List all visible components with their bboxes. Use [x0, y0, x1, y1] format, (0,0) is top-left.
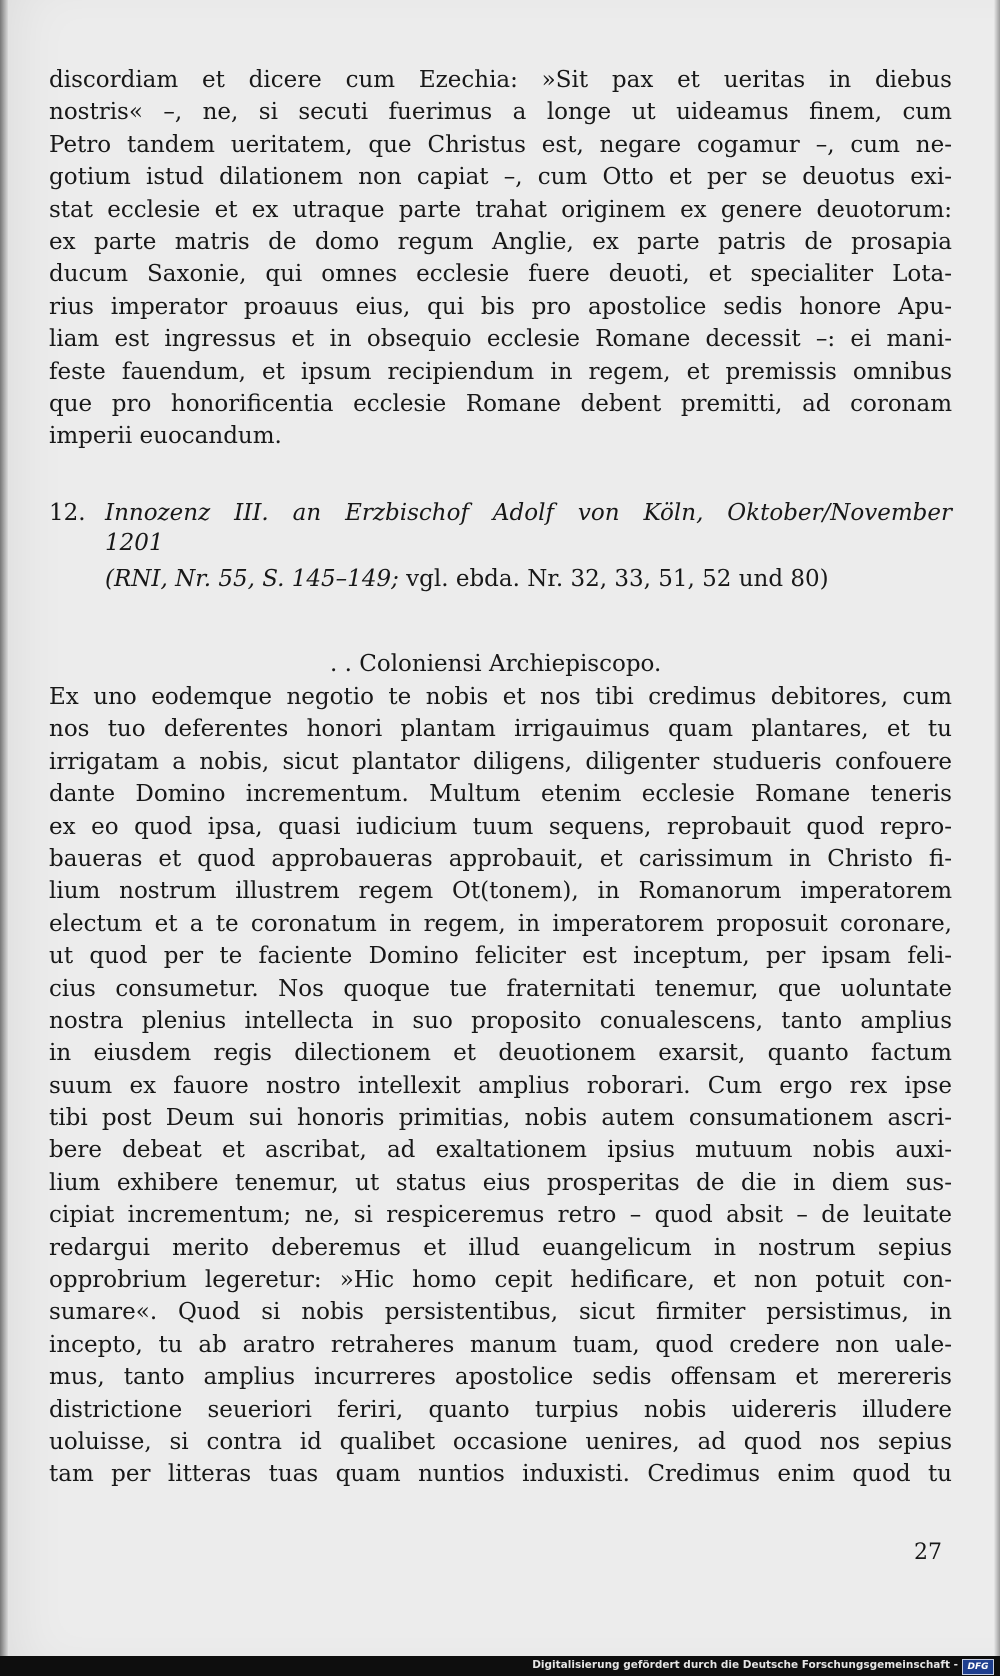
text-line: ducum Saxonie, qui omnes ecclesie fuere deuoti, et specialiter Lota-	[49, 261, 952, 288]
paragraph-continued	[49, 64, 952, 453]
text-line: nostra plenius intellecta in suo proposito conualescens, tanto amplius	[49, 1007, 952, 1034]
reference-see-also: vgl. ebda. Nr. 32, 33, 51, 52 und 80)	[398, 566, 829, 592]
document-title-line1: Innozenz III. an Erzbischof Adolf von Köln, Oktober/November	[105, 500, 952, 526]
text-line: tam per litteras tuas quam nuntios induxisti. Credimus enim quod tu	[49, 1461, 952, 1488]
text-line: electum et a te coronatum in regem, in imperatorem proposuit coronare,	[49, 910, 952, 937]
text-line: que pro honorificentia ecclesie Romane debent premitti, ad coronam	[49, 390, 952, 417]
text-line: cius consumetur. Nos quoque tue fraternitati tenemur, que uoluntate	[49, 975, 952, 1002]
text-line: lium exhibere tenemur, ut status eius prosperitas de die in diem sus-	[49, 1169, 952, 1196]
text-line: uoluisse, si contra id qualibet occasione uenires, ad quod nos sepius	[49, 1428, 952, 1455]
page-right-edge	[994, 0, 1000, 1656]
letter-addressee: . . Coloniensi Archiepiscopo.	[330, 651, 662, 677]
text-line: Ex uno eodemque negotio te nobis et nos tibi credimus debitores, cum	[49, 684, 952, 710]
text-line: sumare«. Quod si nobis persistentibus, sicut firmiter persistimus, in	[49, 1299, 952, 1326]
text-line: ex parte matris de domo regum Anglie, ex parte patris de prosapia	[49, 228, 952, 255]
text-line: lium nostrum illustrem regem Ot(tonem), in Romanorum imperatorem	[49, 878, 952, 905]
text-line: gotium istud dilationem non capiat –, cum Otto et per se deuotus exi-	[49, 164, 952, 191]
text-line: redargui merito deberemus et illud euangelicum in nostrum sepius	[49, 1234, 952, 1261]
document-title-line2: 1201	[105, 530, 164, 556]
letter-body	[49, 681, 952, 1491]
text-line: nostris« –, ne, si secuti fuerimus a longe ut uideamus finem, cum	[49, 99, 952, 126]
page-number: 27	[914, 1540, 942, 1565]
text-line: dante Domino incrementum. Multum etenim ecclesie Romane teneris	[49, 781, 952, 808]
text-line: opprobrium legeretur: »Hic homo cepit hedificare, et non potuit con-	[49, 1267, 952, 1294]
text-line: incepto, tu ab aratro retraheres manum tuam, quod credere non uale-	[49, 1331, 952, 1358]
reference-source: (RNI, Nr. 55, S. 145–149;	[105, 566, 399, 592]
document-reference	[105, 566, 829, 592]
text-line: stat ecclesie et ex utraque parte trahat originem ex genere deuotorum:	[49, 196, 952, 223]
text-line: tibi post Deum sui honoris primitias, nobis autem consumationem ascri-	[49, 1105, 952, 1132]
text-line: irrigatam a nobis, sicut plantator diligens, diligenter studueris confouere	[49, 748, 952, 775]
text-line: nos tuo deferentes honori plantam irrigauimus quam plantares, et tu	[49, 716, 952, 743]
text-line: districtione seueriori feriri, quanto turpius nobis uidereris illudere	[49, 1396, 952, 1423]
text-line: ex eo quod ipsa, quasi iudicium tuum sequens, reprobauit quod repro-	[49, 813, 952, 840]
text-line: ut quod per te faciente Domino feliciter est inceptum, per ipsam feli-	[49, 943, 952, 970]
text-line: mus, tanto amplius incurreres apostolice sedis offensam et merereris	[49, 1364, 952, 1391]
text-line: imperii euocandum.	[49, 423, 282, 450]
digitization-footer	[0, 1656, 1000, 1676]
document-number: 12.	[49, 500, 86, 526]
text-line: cipiat incrementum; ne, si respiceremus retro – quod absit – de leuitate	[49, 1202, 952, 1229]
text-line: discordiam et dicere cum Ezechia: »Sit pax et ueritas in diebus	[49, 67, 952, 93]
dfg-logo: DFG	[962, 1659, 994, 1675]
text-line: suum ex fauore nostro intellexit amplius roborari. Cum ergo rex ipse	[49, 1072, 952, 1099]
text-line: bere debeat et ascribat, ad exaltationem ipsius mutuum nobis auxi-	[49, 1137, 952, 1164]
text-line: in eiusdem regis dilectionem et deuotionem exarsit, quanto factum	[49, 1040, 952, 1067]
funding-notice: Digitalisierung gefördert durch die Deutsche Forschungsgemeinschaft -	[532, 1659, 958, 1671]
text-line: Petro tandem ueritatem, que Christus est, negare cogamur –, cum ne-	[49, 131, 952, 158]
page-left-edge	[0, 0, 8, 1656]
text-line: liam est ingressus et in obsequio ecclesie Romane decessit –: ei mani-	[49, 326, 952, 353]
text-line: baueras et quod approbaueras approbauit, et carissimum in Christo fi-	[49, 845, 952, 872]
text-line: feste fauendum, et ipsum recipiendum in regem, et premissis omnibus	[49, 358, 952, 385]
text-line: rius imperator proauus eius, qui bis pro apostolice sedis honore Apu-	[49, 293, 952, 320]
